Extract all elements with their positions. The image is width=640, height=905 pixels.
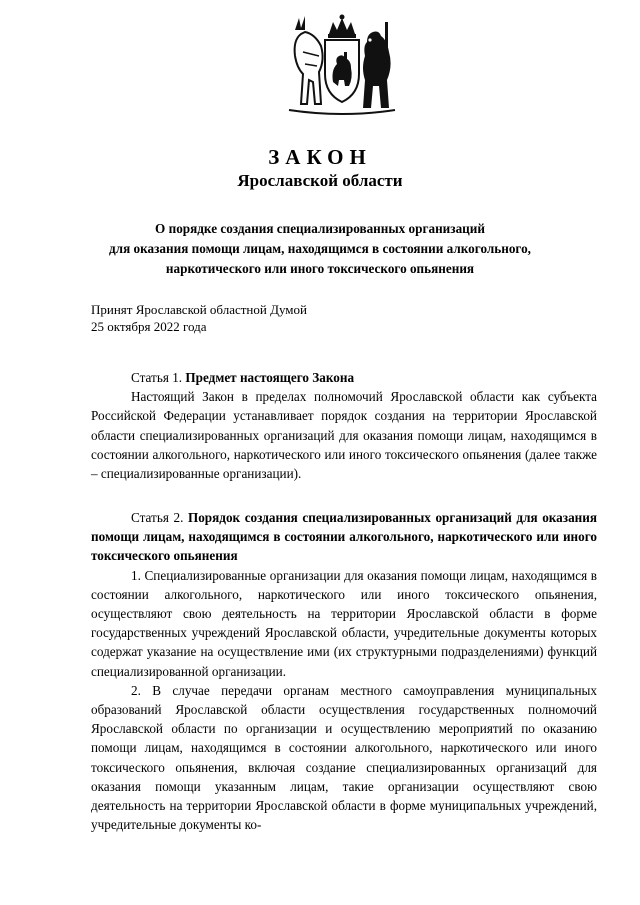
article-1 — [91, 368, 597, 483]
article-heading — [91, 368, 597, 387]
article-2 — [91, 508, 597, 834]
adoption-date: 25 октября 2022 года — [91, 319, 207, 334]
article-paragraph: 2. В случае передачи органам местного самоуправления муниципальных образований Ярославской области осуществления государственных полномочий Ярославской области по организации и осуществлению мероприятий по оказанию помощи лицам, находящимся в состоянии алкогольного, наркотического или иного токсического опьянения, включая создание специализированных организаций для оказания помощи указанным лицам, такие организации осуществляют свою деятельность на территории Ярославской области в форме муниципальных учреждений, учредительные документы ко- — [91, 682, 597, 833]
subject-line: О порядке создания специализированных организаций — [155, 221, 485, 236]
adoption-note — [91, 301, 491, 335]
article-paragraph: Настоящий Закон в пределах полномочий Ярославской области как субъекта Российской Федерации устанавливает порядок создания на территории Ярославской области специализированных организаций для оказания помощи лицам, находящимся в состоянии алкогольного, наркотического или иного токсического опьянения (далее также – специализированные организации). — [91, 389, 597, 482]
article-title: Порядок создания специализированных организаций для оказания помощи лицам, находящимся в состоянии алкогольного, наркотического или иного токсического опьянения — [91, 510, 598, 564]
subject-line: для оказания помощи лицам, находящимся в состоянии алкогольного, — [109, 241, 531, 256]
document-subject-title — [80, 219, 560, 279]
document-region-heading: Ярославской области — [237, 171, 403, 190]
yaroslavl-coat-of-arms-icon — [281, 12, 403, 124]
article-heading — [91, 508, 597, 566]
article-title: Предмет настоящего Закона — [185, 370, 355, 385]
article-label: Статья 2. — [131, 510, 184, 525]
adoption-body: Принят Ярославской областной Думой — [91, 302, 307, 317]
article-label: Статья 1. — [131, 370, 183, 385]
subject-line: наркотического или иного токсического опьянения — [165, 261, 475, 276]
document-type-heading: ЗАКОН — [268, 145, 372, 169]
article-paragraph: 1. Специализированные организации для оказания помощи лицам, находящимся в состоянии алкогольного, наркотического или иного токсического опьянения, осуществляют свою деятельность на территории Ярославской области в форме государственных учреждений Ярославской области, учредительные документы которых содержат указание на осуществление ими (их структурными подразделениями) функций специализированной организации. — [91, 567, 597, 679]
